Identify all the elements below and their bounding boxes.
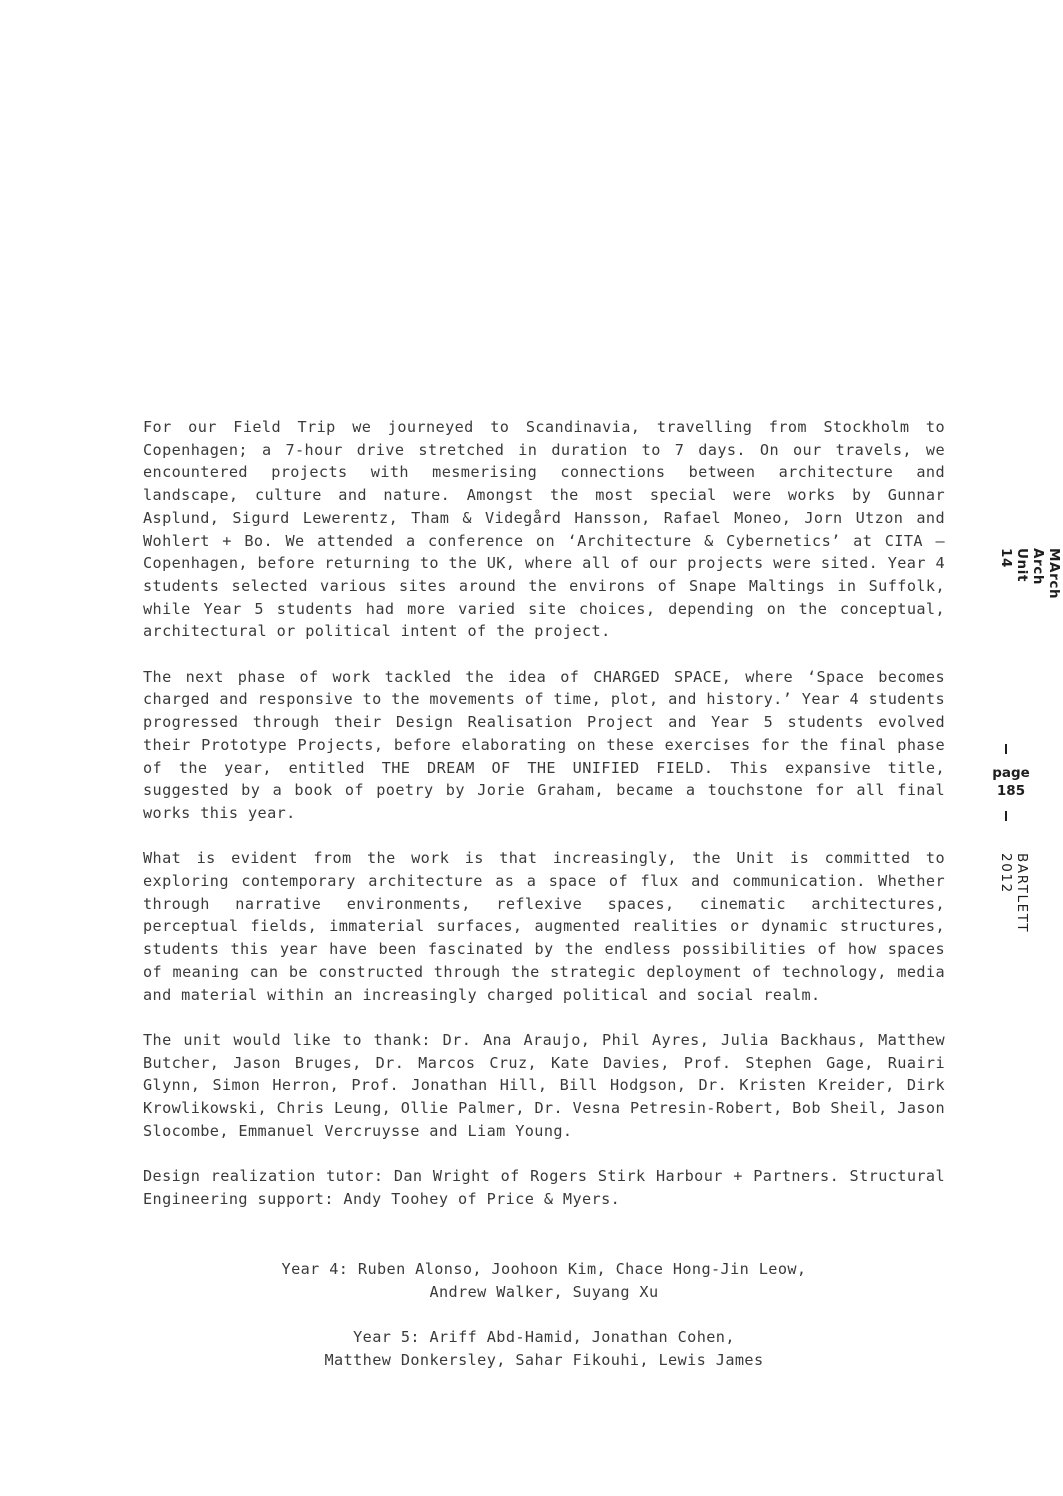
paragraph-evident-work: What is evident from the work is that increasingly, the Unit is committed to exploring contemporary architecture as a space of flux and communication. Whether through narrative environments, reflexive spaces, cinematic architectures, perceptual fields, immaterial surfaces, augmented realities or dynamic structures, students this year have been fascinated by the endless possibilities of how spaces of meaning can be constructed through the strategic deployment of technology, media and material within an increasingly charged political and social realm.: [143, 849, 945, 1004]
year4-line2: Andrew Walker, Suyang Xu: [429, 1282, 659, 1301]
divider-bottom: [1005, 811, 1007, 821]
year4-credits: [143, 1258, 945, 1303]
page-indicator: [976, 764, 1046, 800]
unit-title: MArch Arch Unit 14: [998, 548, 1062, 600]
publication-title: BARTLETT 2012: [998, 853, 1030, 934]
paragraph-tutors: Design realization tutor: Dan Wright of Rogers Stirk Harbour + Partners. Structural Engineering support: Andy Toohey of Price & Myers.: [143, 1167, 945, 1208]
paragraph-acknowledgements: The unit would like to thank: Dr. Ana Araujo, Phil Ayres, Julia Backhaus, Matthew Butcher, Jason Bruges, Dr. Marcos Cruz, Kate Davies, Prof. Stephen Gage, Ruairi Glynn, Simon Herron, Prof. Jonathan Hill, Bill Hodgson, Dr. Kristen Kreider, Dirk Krowlikowski, Chris Leung, Ollie Palmer, Dr. Vesna Petresin-Robert, Bob Sheil, Jason Slocombe, Emmanuel Vercruysse and Liam Young.: [143, 1030, 945, 1140]
year5-line1: Year 5: Ariff Abd-Hamid, Jonathan Cohen,: [353, 1328, 735, 1347]
year5-line2: Matthew Donkersley, Sahar Fikouhi, Lewis James: [324, 1350, 764, 1369]
divider-top: [1005, 744, 1007, 754]
page-number: 185: [996, 783, 1026, 799]
year5-credits: [143, 1326, 945, 1371]
paragraph-charged-space: The next phase of work tackled the idea of CHARGED SPACE, where ‘Space becomes charged and responsive to the movements of time, plot, and history.’ Year 4 students progressed through their Design Realisation Project and Year 5 students evolved their Prototype Projects, before elaborating on these exercises for the final phase of the year, entitled THE DREAM OF THE UNIFIED FIELD. This expansive title, suggested by a book of poetry by Jorie Graham, became a touchstone for all final works this year.: [143, 667, 945, 822]
student-credits: [143, 1258, 945, 1394]
body-text: [143, 416, 945, 1233]
paragraph-field-trip: For our Field Trip we journeyed to Scandinavia, travelling from Stockholm to Copenhagen; a 7-hour drive stretched in duration to 7 days. On our travels, we encountered projects with mesmerising connections between architecture and landscape, culture and nature. Amongst the most special were works by Gunnar Asplund, Sigurd Lewerentz, Tham & Videgård Hansson, Rafael Moneo, Jorn Utzon and Wohlert + Bo. We attended a conference on ‘Architecture & Cybernetics’ at CITA – Copenhagen, before returning to the UK, where all of our projects were sited. Year 4 students selected various sites around the environs of Snape Maltings in Suffolk, while Year 5 students had more varied site choices, depending on the conceptual, architectural or political intent of the project.: [143, 418, 945, 641]
page-label: page: [992, 765, 1030, 781]
year4-line1: Year 4: Ruben Alonso, Joohoon Kim, Chace Hong-Jin Leow,: [281, 1260, 807, 1278]
